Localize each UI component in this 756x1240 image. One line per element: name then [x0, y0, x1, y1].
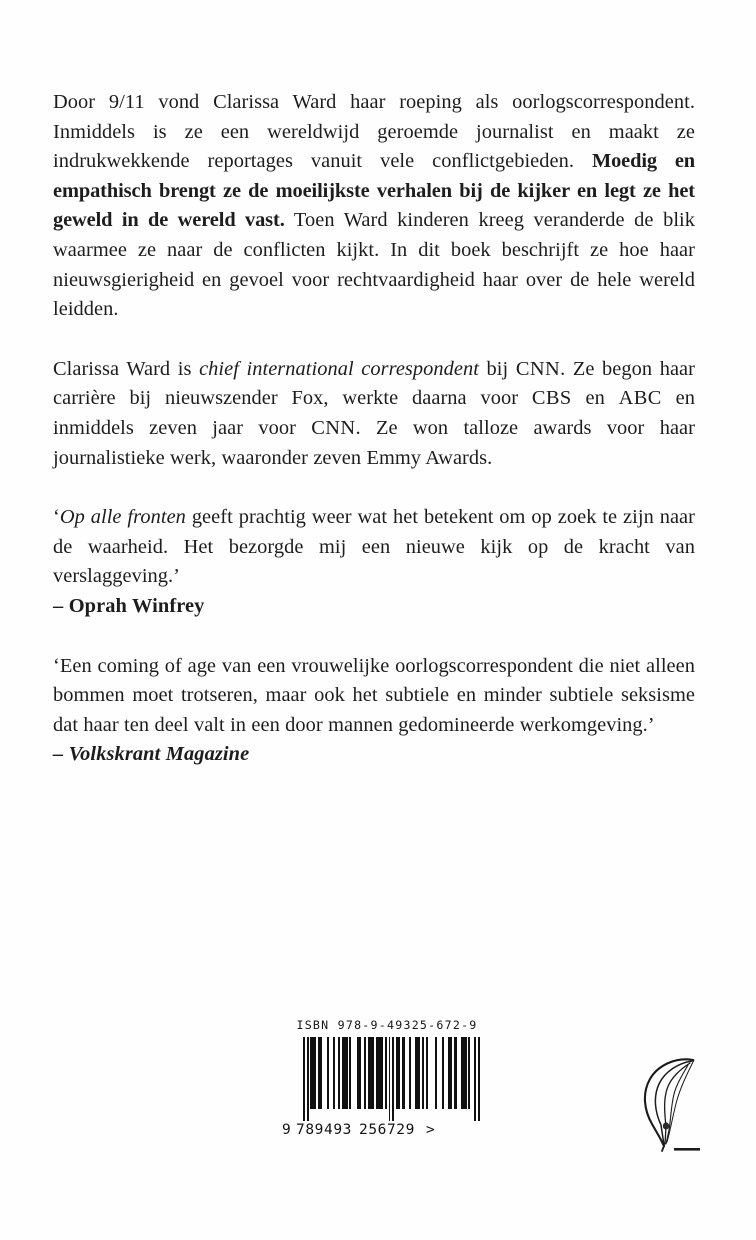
isbn-barcode-block [281, 1018, 493, 1138]
quote2-body: ‘Een coming of age van een vrouwelijke oorlogscorrespondent die niet alleen bommen moet trotseren, maar ook het subtiele en minder subtiele seksisme dat haar ten deel valt in een door mannen gedomineerde werkomgeving.’ [53, 654, 695, 736]
ean13-human-readable-digits [281, 1122, 493, 1138]
blurb-text-block [53, 88, 695, 770]
quote1-body: geeft prachtig weer wat het betekent om op zoek te zijn naar de waarheid. Het bezorgde mij een nieuwe kijk op de kracht van verslaggeving.’ [53, 506, 695, 588]
bio-text-6: . Ze won talloze awards voor haar journalistieke werk, waaronder zeven Emmy Awards. [53, 416, 695, 469]
network-name-cnn-2: CNN [311, 416, 356, 439]
ean-terminator: > [425, 1122, 436, 1138]
blurb-p1-text-before-bold: Door 9/11 vond Clarissa Ward haar roeping als oorlogscorrespondent. Inmiddels is ze een wereldwijd geroemde journalist en maakt ze indrukwekkende reportages vanuit vele conflictgebieden. [53, 91, 695, 173]
network-name-cnn-1: CNN [515, 357, 561, 380]
isbn-number-label: ISBN 978-9-49325-672-9 [296, 1018, 478, 1032]
blurb-p1-bold-emphasis: Moedig en empathisch brengt ze de moeilijkste verhalen bij de kijker en legt ze het geweld in de wereld vast. [53, 150, 696, 232]
ean-group-right: 256729 [358, 1122, 415, 1138]
bio-text-5: en inmiddels zeven jaar voor [53, 387, 695, 439]
bio-text-4: en [571, 387, 619, 410]
blurb-paragraph-2-author-bio [53, 355, 695, 473]
network-name-abc: ABC [618, 387, 662, 410]
network-name-cbs: CBS [531, 387, 572, 410]
blurb-p1-text-after-bold: Toen Ward kinderen kreeg veranderde de blik waarmee ze naar de conflicten kijkt. In dit boek beschrijft ze hoe haar nieuwsgierigheid en gevoel voor rechtvaardigheid haar over de hele wereld leidden. [53, 209, 695, 321]
ean13-barcode-bars [294, 1037, 480, 1121]
blurb-paragraph-1 [53, 88, 695, 325]
quote1-book-title-italic: Op alle fronten [59, 506, 186, 529]
quote1-open-mark: ‘ [53, 506, 60, 529]
bio-text-2: bij [478, 357, 516, 380]
ean-group-left: 789493 [296, 1122, 352, 1138]
review-quote-oprah [53, 503, 695, 621]
review-quote-volkskrant [53, 652, 695, 770]
publisher-quill-logo [636, 1052, 702, 1160]
bio-job-title-italic: chief international correspondent [199, 357, 479, 380]
bio-text-1: Clarissa Ward is [53, 357, 200, 380]
ean-lead-digit: 9 [282, 1122, 292, 1138]
quote1-attribution: – Oprah Winfrey [53, 594, 205, 617]
quote2-attribution: – Volkskrant Magazine [53, 743, 250, 766]
bio-text-3: . Ze begon haar carrière bij nieuwszender Fox, werkte daarna voor [53, 357, 695, 410]
